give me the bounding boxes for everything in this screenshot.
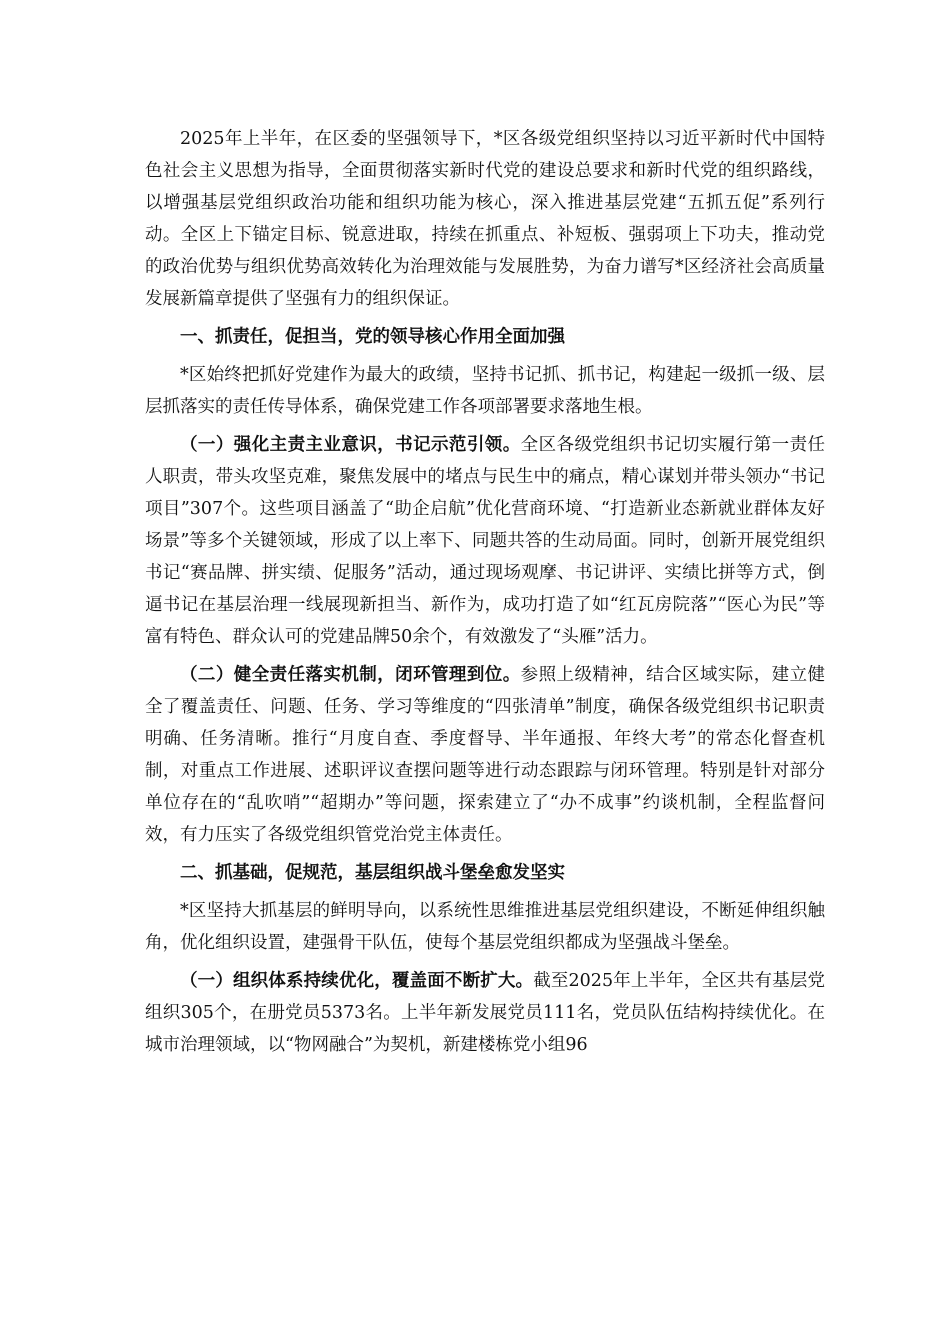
section-2-heading: 二、抓基础，促规范，基层组织战斗堡垒愈发坚实 [180, 863, 565, 883]
document-page [145, 123, 825, 1067]
section-1-item-1 [145, 429, 825, 653]
intro-paragraph: 2025年上半年，在区委的坚强领导下，*区各级党组织坚持以习近平新时代中国特色社会主义思想为指导，全面贯彻落实新时代党的建设总要求和新时代党的组织路线，以增强基层党组织政治功能和组织功能为核心，深入推进基层党建“五抓五促”系列行动。全区上下锚定目标、锐意进取，持续在抓重点、补短板、强弱项上下功夫，推动党的政治优势与组织优势高效转化为治理效能与发展胜势，为奋力谱写*区经济社会高质量发展新篇章提供了坚强有力的组织保证。 [145, 129, 825, 309]
section-1-item-1-lead: （一）强化主责主业意识，书记示范引领。 [180, 435, 521, 455]
section-1-item-2-lead: （二）健全责任落实机制，闭环管理到位。 [180, 665, 521, 685]
section-1-item-2-text: 参照上级精神，结合区域实际，建立健全了覆盖责任、问题、任务、学习等维度的“四张清单”制度，确保各级党组织书记职责明确、任务清晰。推行“月度自查、季度督导、半年通报、年终大考”的常态化督查机制，对重点工作进展、述职评议查摆问题等进行动态跟踪与闭环管理。特别是针对部分单位存在的“乱吹哨”“超期办”等问题，探索建立了“办不成事”约谈机制，全程监督问效，有力压实了各级党组织管党治党主体责任。 [145, 665, 826, 845]
section-1-intro: *区始终把抓好党建作为最大的政绩，坚持书记抓、抓书记，构建起一级抓一级、层层抓落实的责任传导体系，确保党建工作各项部署要求落地生根。 [145, 365, 825, 417]
section-2-intro: *区坚持大抓基层的鲜明导向，以系统性思维推进基层党组织建设，不断延伸组织触角，优化组织设置，建强骨干队伍，使每个基层党组织都成为坚强战斗堡垒。 [145, 901, 825, 953]
section-2-item-1-text: 截至2025年上半年，全区共有基层党组织305个，在册党员5373名。上半年新发展党员111名，党员队伍结构持续优化。在城市治理领域，以“物网融合”为契机，新建楼栋党小组96 [145, 971, 825, 1055]
section-1-item-1-text: 全区各级党组织书记切实履行第一责任人职责，带头攻坚克难，聚焦发展中的堵点与民生中的痛点，精心谋划并带头领办“书记项目”307个。这些项目涵盖了“助企启航”优化营商环境、“打造新业态新就业群体友好场景”等多个关键领域，形成了以上率下、同题共答的生动局面。同时，创新开展党组织书记“赛品牌、拼实绩、促服务”活动，通过现场观摩、书记讲评、实绩比拼等方式，倒逼书记在基层治理一线展现新担当、新作为，成功打造了如“红瓦房院落”“医心为民”等富有特色、群众认可的党建品牌50余个，有效激发了“头雁”活力。 [145, 435, 826, 647]
section-2-item-1 [145, 965, 825, 1061]
section-1-item-2 [145, 659, 825, 851]
section-2-item-1-lead: （一）组织体系持续优化，覆盖面不断扩大。 [180, 971, 534, 991]
section-1-heading: 一、抓责任，促担当，党的领导核心作用全面加强 [180, 327, 565, 347]
